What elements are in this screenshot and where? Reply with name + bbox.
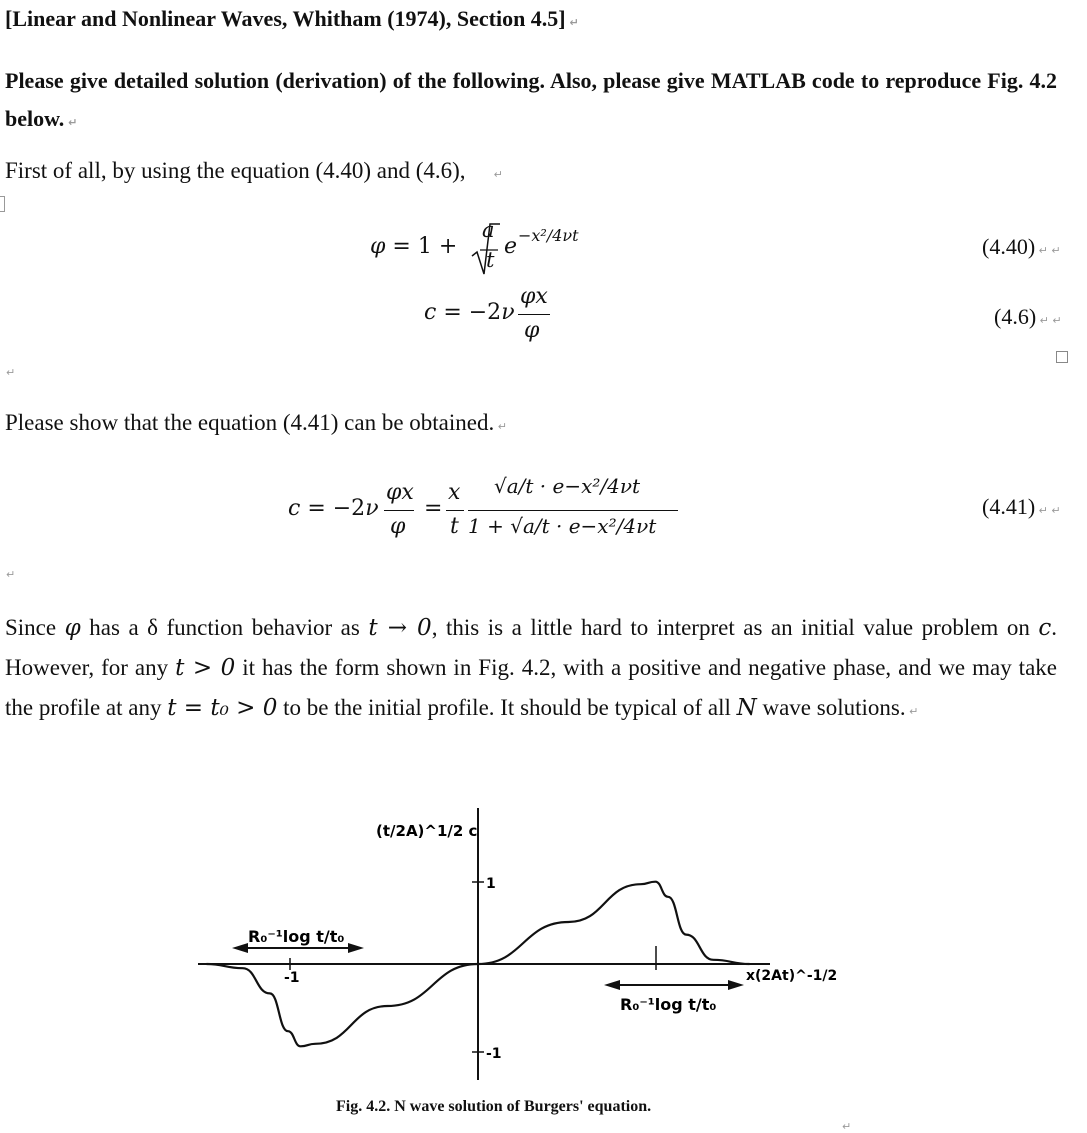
y-tick-label-pos: 1: [486, 876, 496, 892]
n-wave-figure: [190, 800, 850, 1090]
reference-heading: [Linear and Nonlinear Waves, Whitham (1974), Section 4.5] ↵: [5, 6, 579, 31]
body-paragraph: Since φ has a δ function behavior as t → 0, this is a little hard to interpret as an initial value problem on c. However, for any t > 0 it has the form shown in Fig. 4.2, with a positive and negative phase, and we may take the profile at any t = t₀ > 0 to be the initial profile. It should be typical of all N wave solutions. ↵: [5, 615, 1057, 721]
empty-paragraph-mark: ↵: [6, 366, 16, 379]
x-tick-label-neg: -1: [284, 970, 300, 986]
end-paragraph-mark: ↵: [842, 1120, 852, 1133]
left-annotation-label: R₀⁻¹log t/t₀: [248, 927, 345, 946]
margin-marker: [0, 196, 5, 212]
request-text: Please give detailed solution (derivation) of the following. Also, please give MATLAB code to reproduce Fig. 4.2 below. ↵: [5, 68, 1057, 131]
y-axis-label: (t/2A)^1/2 c: [376, 822, 478, 840]
eq-number-4-41: (4.41) ↵ ↵: [982, 494, 1061, 519]
eq-number-4-40: (4.40) ↵ ↵: [982, 234, 1061, 259]
right-annotation-label: R₀⁻¹log t/t₀: [620, 995, 717, 1014]
empty-paragraph-mark-2: ↵: [6, 568, 16, 581]
figure-caption: Fig. 4.2. N wave solution of Burgers' equation.: [336, 1098, 652, 1115]
eq-number-4-6: (4.6) ↵ ↵: [994, 304, 1062, 329]
intro-text: First of all, by using the equation (4.40) and (4.6), ↵: [5, 158, 503, 183]
table-handle-icon[interactable]: [1056, 351, 1068, 363]
y-tick-label-neg: -1: [486, 1046, 502, 1062]
show-text: Please show that the equation (4.41) can be obtained. ↵: [5, 410, 507, 435]
equation-4-41: c = −2ν φx φ = x t √a/t · e−x²/4νt 1 + √a/t · e−x²/4νt: [288, 474, 708, 554]
x-axis-label: x(2At)^-1/2: [746, 968, 838, 984]
right-annotation-arrow: [604, 980, 744, 990]
